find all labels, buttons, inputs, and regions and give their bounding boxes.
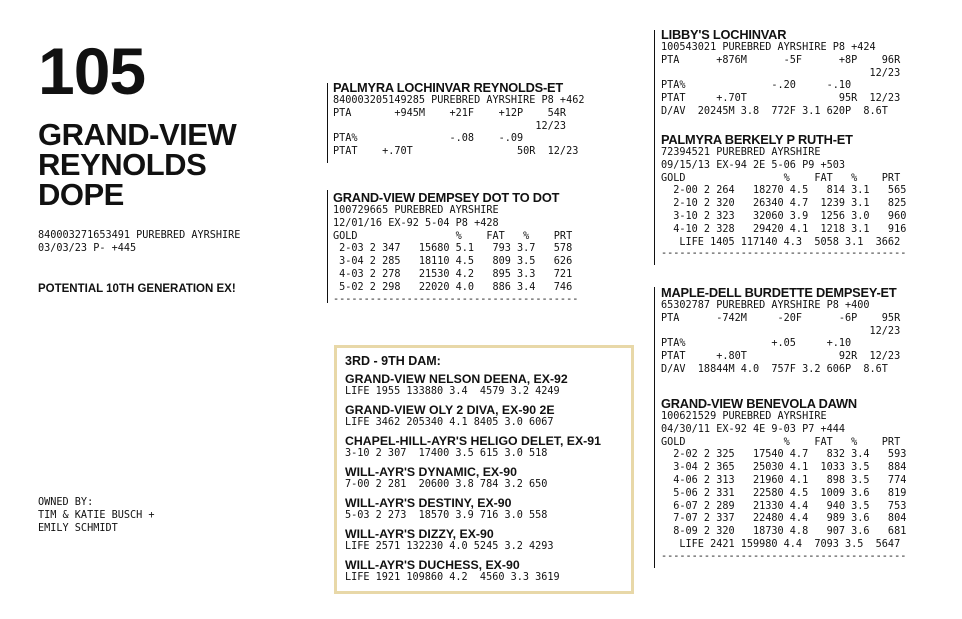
sire-line: PTAT +.70T 50R 12/23 bbox=[333, 146, 579, 158]
dam-dam-line: 8-09 2 320 18730 4.8 907 3.6 681 bbox=[661, 526, 907, 538]
sire-dam-line: LIFE 1405 117140 4.3 5058 3.1 3662 bbox=[661, 236, 901, 248]
dam-sire-block bbox=[661, 286, 900, 377]
dam-dam-line: 6-07 2 289 21330 4.4 940 3.5 753 bbox=[661, 500, 907, 512]
dam-dam-block bbox=[661, 397, 906, 562]
dam-dam-line: 3-04 2 365 25030 4.1 1033 3.5 884 bbox=[661, 462, 907, 474]
sire-dam-line: 2-10 2 320 26340 4.7 1239 3.1 825 bbox=[661, 198, 907, 210]
dam-bracket bbox=[327, 190, 328, 303]
sire-sire-line: PTAT +.70T 95R 12/23 bbox=[661, 93, 901, 105]
lot-number: 105 bbox=[38, 34, 146, 108]
ancestor-dam-record: LIFE 3462 205340 4.1 8405 3.0 6067 bbox=[345, 417, 554, 428]
ancestor-dams-title: 3RD - 9TH DAM: bbox=[345, 354, 441, 368]
sire-sire-line: D/AV 20245M 3.8 772F 3.1 620P 8.6T bbox=[661, 105, 888, 117]
animal-name-line-3: DOPE bbox=[38, 177, 124, 212]
owner-line-2: TIM & KATIE BUSCH + bbox=[38, 509, 155, 521]
animal-name-line-2: REYNOLDS bbox=[38, 147, 207, 182]
dam-line: 12/01/16 EX-92 5-04 P8 +428 bbox=[333, 217, 499, 229]
sire-name: PALMYRA LOCHINVAR REYNOLDS-ET bbox=[333, 80, 563, 95]
dam-line: GOLD % FAT % PRT bbox=[333, 230, 573, 242]
dam-dam-line: 5-06 2 331 22580 4.5 1009 3.6 819 bbox=[661, 487, 907, 499]
dam-divider: ---------------------------------------- bbox=[333, 294, 579, 305]
dam-line: 4-03 2 278 21530 4.2 895 3.3 721 bbox=[333, 268, 573, 280]
dam-sire-line: PTAT +.80T 92R 12/23 bbox=[661, 351, 901, 363]
ancestor-dam-name: CHAPEL-HILL-AYR'S HELIGO DELET, EX-91 bbox=[345, 434, 601, 448]
dam-line: 5-02 2 298 22020 4.0 886 3.4 746 bbox=[333, 281, 573, 293]
sire-dam-divider: ---------------------------------------- bbox=[661, 249, 907, 260]
owner-line-1: OWNED BY: bbox=[38, 497, 94, 508]
sire-dam-name: PALMYRA BERKELY P RUTH-ET bbox=[661, 132, 853, 147]
highlight-note: POTENTIAL 10TH GENERATION EX! bbox=[38, 283, 236, 295]
ancestor-dam-record: LIFE 1921 109860 4.2 4560 3.3 3619 bbox=[345, 572, 560, 583]
dam-dam-line: 100621529 PUREBRED AYRSHIRE bbox=[661, 411, 827, 422]
registration-line: 840003271653491 PUREBRED AYRSHIRE bbox=[38, 230, 241, 241]
dam-dam-line: GOLD % FAT % PRT bbox=[661, 436, 901, 448]
dam-dam-line: 4-06 2 313 21960 4.1 898 3.5 774 bbox=[661, 474, 907, 486]
owner-line-3: EMILY SCHMIDT bbox=[38, 522, 118, 534]
dam-dam-line: 7-07 2 337 22480 4.4 989 3.6 804 bbox=[661, 513, 907, 525]
ancestor-dam-record: LIFE 2571 132230 4.0 5245 3.2 4293 bbox=[345, 541, 554, 552]
animal-name-line-1: GRAND-VIEW bbox=[38, 117, 237, 152]
sire-bracket bbox=[327, 83, 328, 163]
dam-line: 3-04 2 285 18110 4.5 809 3.5 626 bbox=[333, 256, 573, 268]
sire-side-bracket bbox=[654, 30, 655, 265]
sire-sire-name: LIBBY'S LOCHINVAR bbox=[661, 27, 787, 42]
dam-name: GRAND-VIEW DEMPSEY DOT TO DOT bbox=[333, 190, 560, 205]
sire-line: 12/23 bbox=[333, 120, 567, 132]
dam-sire-line: D/AV 18844M 4.0 757F 3.2 606P 8.6T bbox=[661, 363, 888, 375]
ancestor-dam-record: 5-03 2 273 18570 3.9 716 3.0 558 bbox=[345, 510, 548, 521]
dam-dam-line: 04/30/11 EX-92 4E 9-03 P7 +444 bbox=[661, 423, 846, 435]
dam-sire-line: 12/23 bbox=[661, 325, 901, 337]
ancestor-dam-name: WILL-AYR'S DYNAMIC, EX-90 bbox=[345, 465, 517, 479]
animal-name bbox=[38, 117, 237, 212]
ancestor-dams-box bbox=[334, 345, 634, 594]
dam-block bbox=[333, 191, 578, 305]
sire-dam-line: 2-00 2 264 18270 4.5 814 3.1 565 bbox=[661, 185, 907, 197]
dam-sire-name: MAPLE-DELL BURDETTE DEMPSEY-ET bbox=[661, 285, 897, 300]
ancestor-dam-name: GRAND-VIEW OLY 2 DIVA, EX-90 2E bbox=[345, 403, 555, 417]
sire-sire-block bbox=[661, 28, 900, 119]
sire-dam-block bbox=[661, 133, 906, 259]
dam-dam-name: GRAND-VIEW BENEVOLA DAWN bbox=[661, 396, 857, 411]
ancestor-dam-name: WILL-AYR'S DESTINY, EX-90 bbox=[345, 496, 512, 510]
sire-line: 840003205149285 PUREBRED AYRSHIRE P8 +462 bbox=[333, 95, 585, 106]
ancestor-dam-record: 7-00 2 281 20600 3.8 784 3.2 650 bbox=[345, 479, 548, 490]
sire-dam-line: 4-10 2 328 29420 4.1 1218 3.1 916 bbox=[661, 223, 907, 235]
dam-side-bracket bbox=[654, 287, 655, 568]
ancestor-dam-name: WILL-AYR'S DIZZY, EX-90 bbox=[345, 527, 494, 541]
dam-line: 100729665 PUREBRED AYRSHIRE bbox=[333, 205, 499, 216]
dam-dam-line: 2-02 2 325 17540 4.7 832 3.4 593 bbox=[661, 449, 907, 461]
dam-dam-line: LIFE 2421 159980 4.4 7093 3.5 5647 bbox=[661, 538, 901, 550]
sire-dam-line: 3-10 2 323 32060 3.9 1256 3.0 960 bbox=[661, 210, 907, 222]
animal-registration bbox=[38, 230, 240, 256]
ancestor-dam-name: GRAND-VIEW NELSON DEENA, EX-92 bbox=[345, 372, 568, 386]
sire-line: PTA% -.08 -.09 bbox=[333, 133, 524, 145]
dam-sire-line: PTA% +.05 +.10 bbox=[661, 338, 852, 350]
sire-sire-line: 100543021 PUREBRED AYRSHIRE P8 +424 bbox=[661, 42, 876, 53]
dam-sire-line: PTA -742M -20F -6P 95R bbox=[661, 312, 901, 324]
sire-block bbox=[333, 81, 584, 159]
ancestor-dam-record: LIFE 1955 133880 3.4 4579 3.2 4249 bbox=[345, 386, 560, 397]
dam-dam-divider: ---------------------------------------- bbox=[661, 551, 907, 562]
sire-sire-line: 12/23 bbox=[661, 67, 901, 79]
sire-dam-line: 72394521 PUREBRED AYRSHIRE bbox=[661, 147, 821, 158]
sire-dam-line: 09/15/13 EX-94 2E 5-06 P9 +503 bbox=[661, 159, 846, 171]
dam-sire-line: 65302787 PUREBRED AYRSHIRE P8 +400 bbox=[661, 300, 870, 311]
sire-dam-line: GOLD % FAT % PRT bbox=[661, 172, 901, 184]
ancestor-dam-name: WILL-AYR'S DUCHESS, EX-90 bbox=[345, 558, 520, 572]
owner-block bbox=[38, 497, 155, 535]
ancestor-dam-record: 3-10 2 307 17400 3.5 615 3.0 518 bbox=[345, 448, 548, 459]
birth-line: 03/03/23 P- +445 bbox=[38, 242, 137, 254]
sire-sire-line: PTA +876M -5F +8P 96R bbox=[661, 54, 901, 66]
sire-line: PTA +945M +21F +12P 54R bbox=[333, 107, 567, 119]
dam-line: 2-03 2 347 15680 5.1 793 3.7 578 bbox=[333, 243, 573, 255]
sire-sire-line: PTA% -.20 -.10 bbox=[661, 80, 852, 92]
